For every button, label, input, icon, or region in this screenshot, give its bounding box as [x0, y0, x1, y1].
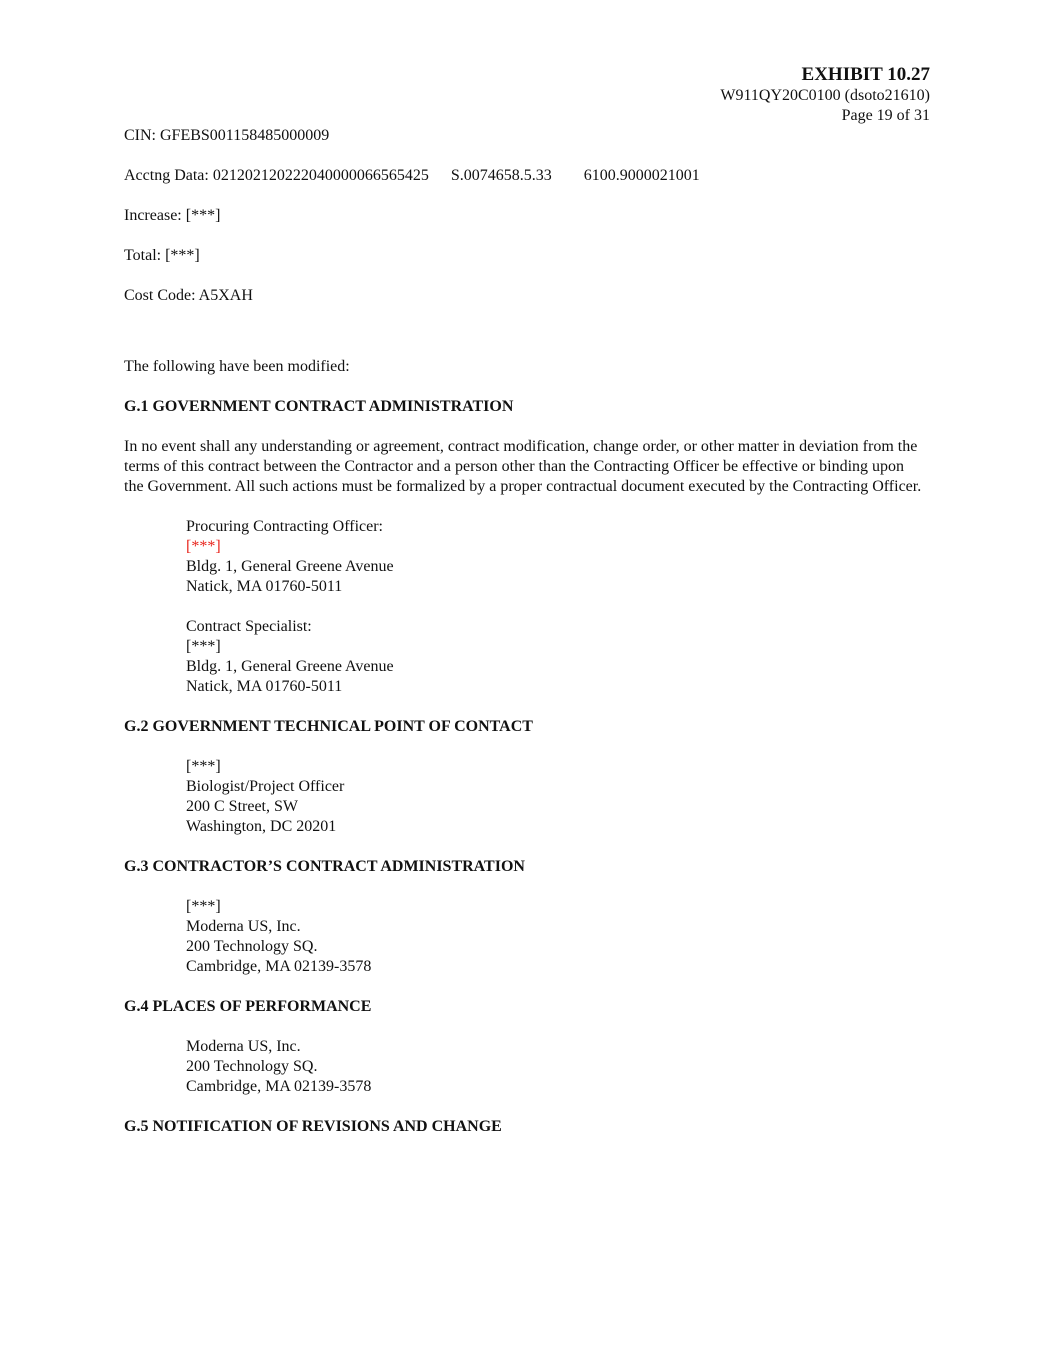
page-number: Page 19 of 31	[841, 107, 930, 124]
g2-name-redacted: [***]	[186, 758, 221, 775]
cs-address-line1: Bldg. 1, General Greene Avenue	[186, 658, 394, 675]
total-line: Total: [***]	[124, 247, 200, 264]
acctng-data-part3: 6100.9000021001	[583, 167, 700, 184]
pco-title: Procuring Contracting Officer:	[186, 518, 383, 535]
g4-address-line1: 200 Technology SQ.	[186, 1058, 318, 1075]
section-g5-heading: G.5 NOTIFICATION OF REVISIONS AND CHANGE	[124, 1118, 502, 1135]
section-g1-heading: G.1 GOVERNMENT CONTRACT ADMINISTRATION	[124, 398, 514, 415]
document-body	[124, 126, 924, 1137]
exhibit-number: EXHIBIT 10.27	[801, 64, 930, 85]
acctng-data-line	[124, 166, 924, 186]
g2-address-line1: 200 C Street, SW	[186, 798, 298, 815]
g2-title: Biologist/Project Officer	[186, 778, 345, 795]
cost-code-line: Cost Code: A5XAH	[124, 287, 253, 304]
cs-title: Contract Specialist:	[186, 618, 312, 635]
section-g3-heading: G.3 CONTRACTOR’S CONTRACT ADMINISTRATION	[124, 858, 525, 875]
g3-contact-block	[124, 897, 924, 977]
pco-address-line1: Bldg. 1, General Greene Avenue	[186, 558, 394, 575]
contract-id: W911QY20C0100 (dsoto21610)	[720, 87, 930, 104]
acctng-data-code: Acctng Data: 021202120222040000066565425	[124, 167, 429, 184]
cs-name-redacted: [***]	[186, 638, 221, 655]
page-header	[720, 64, 930, 126]
section-g4-heading: G.4 PLACES OF PERFORMANCE	[124, 998, 372, 1015]
g4-address-block	[124, 1037, 924, 1097]
pco-address-line2: Natick, MA 01760-5011	[186, 578, 343, 595]
acctng-data-part2: S.0074658.5.33	[450, 167, 552, 184]
g4-address-line2: Cambridge, MA 02139-3578	[186, 1078, 372, 1095]
section-g1-paragraph: In no event shall any understanding or agreement, contract modification, change order, or other matter in deviation from the terms of this contract between the Contractor and a person other than the Contracting Officer be effective or binding upon the Government. All such actions must be formalized by a proper contractual document executed by the Contracting Officer.	[124, 438, 922, 495]
pco-contact-block	[124, 517, 924, 597]
g2-address-line2: Washington, DC 20201	[186, 818, 337, 835]
increase-line: Increase: [***]	[124, 207, 221, 224]
pco-name-redacted: [***]	[186, 538, 221, 555]
cs-address-line2: Natick, MA 01760-5011	[186, 678, 343, 695]
g3-address-line1: 200 Technology SQ.	[186, 938, 318, 955]
g2-contact-block	[124, 757, 924, 837]
cs-contact-block	[124, 617, 924, 697]
cin-line: CIN: GFEBS001158485000009	[124, 127, 330, 144]
g3-company: Moderna US, Inc.	[186, 918, 301, 935]
intro-text: The following have been modified:	[124, 358, 350, 375]
g3-name-redacted: [***]	[186, 898, 221, 915]
g4-company: Moderna US, Inc.	[186, 1038, 301, 1055]
g3-address-line2: Cambridge, MA 02139-3578	[186, 958, 372, 975]
section-g2-heading: G.2 GOVERNMENT TECHNICAL POINT OF CONTACT	[124, 718, 533, 735]
